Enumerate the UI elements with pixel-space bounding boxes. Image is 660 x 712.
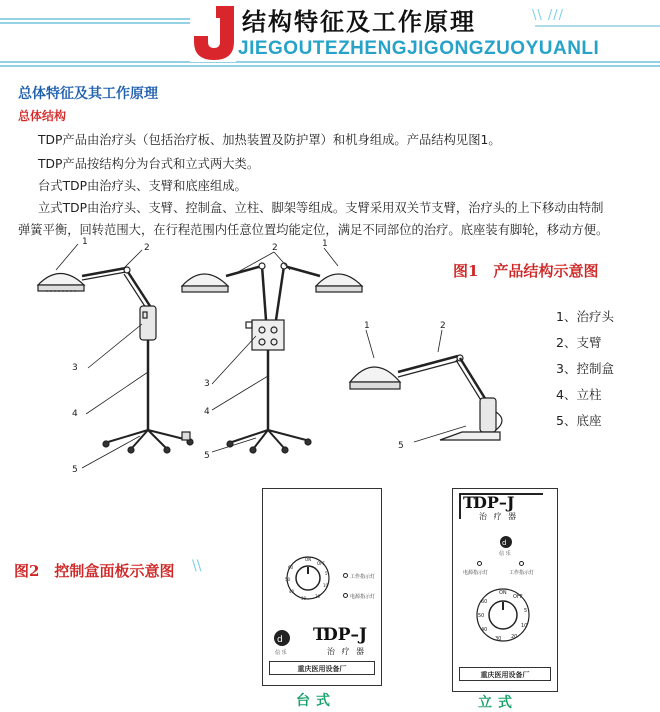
svg-text:50: 50 — [285, 577, 291, 582]
floor-brand-model: DP–J — [473, 493, 515, 512]
figure2-decoration: \\ — [192, 558, 202, 574]
brand-prefix: T — [313, 625, 326, 645]
paragraph-4-line-2: 弹簧平衡，回转范围大，在行程范围内任意位置均能定位，满足不同部位的治疗。底座装有脚轮，移动方便。 — [18, 223, 609, 237]
callout-middle-1: 1 — [322, 239, 328, 249]
svg-text:10: 10 — [323, 583, 329, 588]
callout-right-1: 1 — [364, 321, 370, 331]
floor-power-indicator-label: 电源指示灯 — [463, 570, 489, 576]
callout-left-1: 1 — [82, 237, 88, 247]
svg-text:30: 30 — [301, 596, 307, 601]
left-unit-illustration — [38, 244, 193, 468]
paragraph-3: 台式TDP由治疗头、支臂和底座组成。 — [38, 179, 247, 193]
desk-panel-label: 台式 — [296, 693, 336, 709]
svg-text:40: 40 — [481, 627, 488, 633]
legend-item-5: 5、底座 — [556, 413, 602, 428]
figure1-legend — [556, 304, 614, 434]
svg-text:50: 50 — [478, 613, 485, 619]
floor-power-indicator-lamp — [477, 561, 482, 566]
callout-right-5: 5 — [398, 441, 404, 451]
floor-control-panel — [452, 488, 558, 692]
legend-item-2: 2、支臂 — [556, 335, 602, 350]
callout-left-2: 2 — [144, 243, 150, 253]
callout-left-3: 3 — [72, 363, 78, 373]
svg-text:5: 5 — [524, 608, 528, 614]
floor-timer-dial-icon — [473, 585, 533, 645]
header-pinyin: JIEGOUTEZHENGJIGONGZUOYUANLI — [238, 38, 600, 59]
svg-text:10: 10 — [521, 623, 528, 629]
header-decoration: \\ /// — [532, 8, 565, 23]
brand-subtitle: 治 疗 器 — [327, 647, 367, 656]
paragraph-4-line-1: 立式TDP由治疗头、支臂、控制盒、立柱、脚架等组成。支臂采用双关节支臂，治疗头的上下移动由特制 — [38, 201, 604, 215]
svg-text:5: 5 — [325, 571, 328, 576]
right-unit-illustration — [350, 330, 502, 442]
svg-text:60: 60 — [481, 599, 488, 605]
legend-item-3: 3、控制盒 — [556, 361, 614, 376]
svg-text:d: d — [502, 539, 507, 547]
svg-text:20: 20 — [315, 594, 321, 599]
floor-work-indicator-lamp — [519, 561, 524, 566]
figure2-caption: 图2 控制盒面板示意图 — [14, 562, 175, 580]
brand-logo-icon — [273, 629, 291, 647]
svg-text:ON: ON — [305, 557, 312, 562]
work-indicator-label: 工作指示灯 — [350, 574, 376, 580]
svg-text:d: d — [277, 635, 283, 645]
svg-text:ON: ON — [499, 590, 507, 596]
brand-model: DP–J — [323, 625, 368, 645]
svg-text:20: 20 — [511, 634, 518, 640]
floor-work-indicator-label: 工作指示灯 — [509, 570, 535, 576]
floor-panel-label: 立式 — [478, 695, 518, 711]
power-indicator-label: 电源指示灯 — [350, 594, 376, 600]
floor-brand-subtitle: 治 疗 器 — [479, 512, 519, 521]
svg-text:60: 60 — [288, 565, 294, 570]
floor-brand-prefix: T — [463, 493, 475, 512]
svg-text:30: 30 — [495, 636, 502, 642]
legend-item-4: 4、立柱 — [556, 387, 602, 402]
timer-dial-icon — [283, 553, 333, 603]
callout-left-4: 4 — [72, 409, 78, 419]
svg-text:OFF: OFF — [513, 594, 523, 600]
power-indicator-lamp — [343, 593, 348, 598]
section-subtitle: 总体结构 — [18, 109, 67, 123]
figure1-caption: 图1 产品结构示意图 — [453, 262, 599, 280]
svg-text:OFF: OFF — [317, 561, 325, 566]
brand-logo-text: 信 乐 — [275, 650, 287, 656]
middle-unit-illustration — [182, 248, 362, 453]
svg-text:40: 40 — [289, 589, 295, 594]
manufacturer: 重庆医用设备厂 — [297, 665, 347, 673]
header-title: 结构特征及工作原理 — [242, 8, 476, 36]
callout-right-2: 2 — [440, 321, 446, 331]
floor-manufacturer: 重庆医用设备厂 — [480, 671, 530, 679]
callout-middle-3: 3 — [204, 379, 210, 389]
section-title: 总体特征及其工作原理 — [18, 86, 158, 102]
floor-brand-logo-icon — [499, 535, 513, 549]
legend-item-1: 1、治疗头 — [556, 309, 614, 324]
callout-left-5: 5 — [72, 465, 78, 475]
paragraph-2: TDP产品按结构分为台式和立式两大类。 — [38, 157, 260, 171]
callout-middle-2: 2 — [272, 243, 278, 253]
callout-middle-4: 4 — [204, 407, 210, 417]
callout-middle-5: 5 — [204, 451, 210, 461]
floor-brand-logo-text: 信 乐 — [499, 551, 511, 557]
desk-control-panel — [262, 488, 382, 686]
paragraph-1: TDP产品由治疗头（包括治疗板、加热装置及防护罩）和机身组成。产品结构见图1。 — [38, 133, 501, 147]
work-indicator-lamp — [343, 573, 348, 578]
